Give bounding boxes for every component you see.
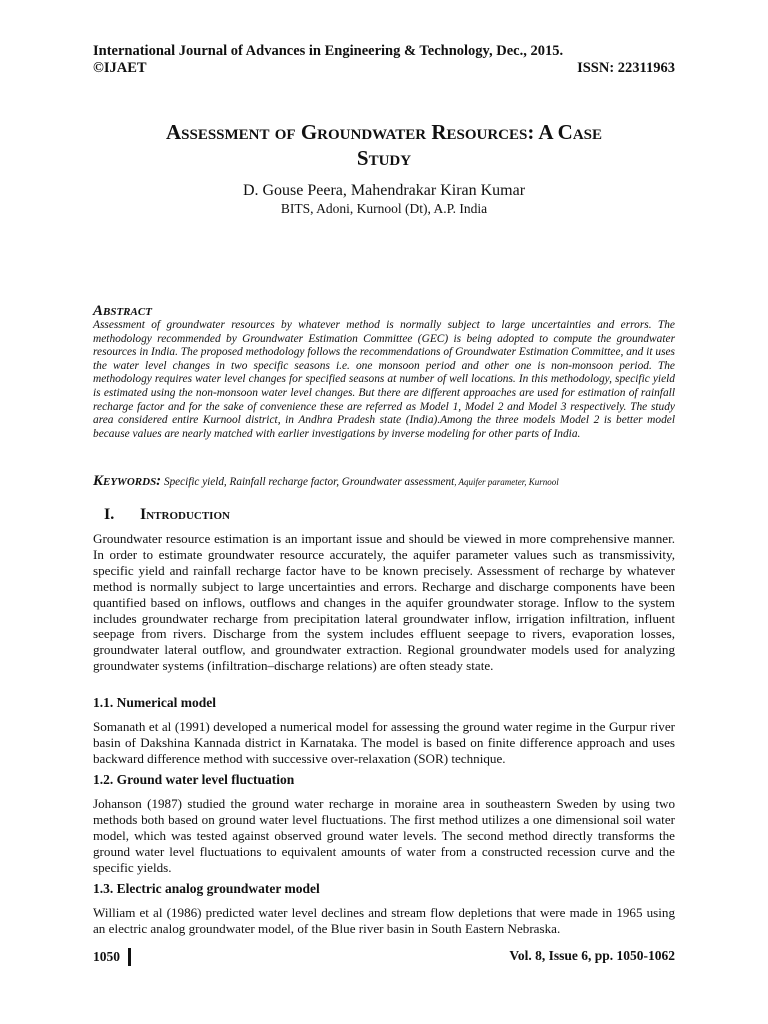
section-title: Introduction — [140, 506, 230, 523]
affiliation: BITS, Adoni, Kurnool (Dt), A.P. India — [280, 201, 488, 216]
page-number: 1050 — [93, 949, 120, 964]
footer-divider — [128, 948, 131, 966]
abstract-heading: Abstract — [93, 303, 152, 319]
subsection-paragraph-numerical-model: Somanath et al (1991) developed a numerical model for assessing the ground water regime in the Gurpur river basin of Dakshina Kannada district in Karnataka. The model is based on finite difference approach and uses backward difference method with successive over-relaxation (SOR) technique. — [93, 719, 675, 766]
section-number: I. — [104, 506, 115, 523]
paper-title-line-2: Study — [356, 146, 412, 170]
publisher-line — [93, 60, 675, 77]
keywords — [93, 473, 675, 491]
volume-info: Vol. 8, Issue 6, pp. 1050-1062 — [509, 948, 675, 963]
subsection-paragraph-electric-analog-model: William et al (1986) predicted water level declines and stream flow depletions that were made in 1965 using an electric analog groundwater model, of the Blue river basin in South Eastern Nebraska. — [93, 905, 675, 936]
introduction-paragraph: Groundwater resource estimation is an important issue and should be viewed in more comprehensive manner. In order to estimate groundwater resource accurately, the aquifer parameter values such as transmissivity, specific yield and rainfall recharge factor have to be known precisely. Assessment of recharge by whatever method is normally subject to large uncertainties and errors. Recharge and discharge components have been quantified based on inflows, outflows and changes in the aquifer groundwater storage. Inflow to the system includes groundwater recharge from precipitation lateral groundwater inflow, irrigation infiltration, influent seepage from rivers. Discharge from the system includes effluent seepage to rivers, evaporation losses, groundwater lateral outflow, and groundwater extraction. Regional groundwater models used for analyzing groundwater systems (infiltration–discharge relations) are often steady state. — [93, 531, 675, 674]
keywords-main: Specific yield, Rainfall recharge factor, Groundwater assessment — [161, 476, 455, 488]
abstract-text: Assessment of groundwater resources by whatever method is normally subject to large uncertainties and errors. The methodology recommended by Groundwater Estimation Committee (GEC) is being adopted to compute the groundwater resources in India. The proposed methodology follows the recommendations of Groundwater Estimation Committee, and it uses the water level changes in two specific seasons i.e. one monsoon period and other one is non-monsoon period. The methodology requires water level changes for specified seasons at number of well locations. In this methodology, specific yield is estimated using the non-monsoon water level changes. But there are different approaches are used for estimation of rainfall recharge factor and for the sake of convenience these are referred as Model 1, Model 2 and Model 3 respectively. The study area considered entire Kurnool district, in Andhra Pradesh state (India).Among the three models Model 2 is better model because values are nearly matched with earlier investigations by inverse modeling for other parts of India. — [93, 319, 675, 440]
publisher-name: ©IJAET — [93, 60, 147, 76]
paper-title-line-1: Assessment of Groundwater Resources: A Case — [165, 120, 603, 144]
section-heading — [104, 505, 230, 524]
journal-header: International Journal of Advances in Engineering & Technology, Dec., 2015. — [93, 43, 564, 59]
subsection-paragraph-water-level-fluctuation: Johanson (1987) studied the ground water recharge in moraine area in southeastern Sweden by using two methods both based on ground water level fluctuations. The first method utilizes a one dimensional soil water model, which was tested against observed ground water levels. The second method directly transforms the ground water level fluctuations to equivalent amounts of water from a constructed recession curve and the specific yields. — [93, 796, 675, 875]
subsection-heading-electric-analog-model: 1.3. Electric analog groundwater model — [93, 881, 320, 896]
page-number-block — [93, 948, 131, 966]
keywords-extra: , Aquifer parameter, Kurnool — [454, 477, 559, 487]
page-footer — [93, 948, 675, 966]
keywords-heading: Keywords: — [93, 473, 162, 489]
subsection-heading-water-level-fluctuation: 1.2. Ground water level fluctuation — [93, 772, 295, 787]
subsection-heading-numerical-model: 1.1. Numerical model — [93, 695, 216, 710]
authors: D. Gouse Peera, Mahendrakar Kiran Kumar — [242, 182, 526, 199]
issn: ISSN: 22311963 — [577, 60, 675, 76]
